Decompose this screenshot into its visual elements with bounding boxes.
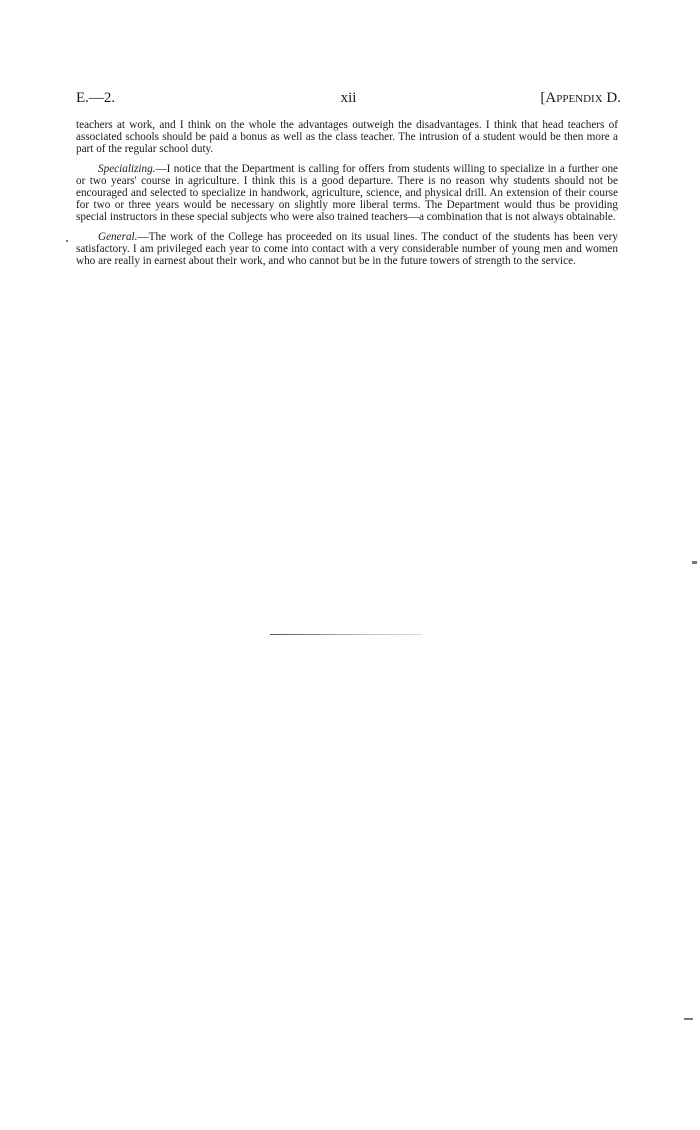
paragraph-text: teachers at work, and I think on the whole the advantages outweigh the disadvantages. I think that head teachers of associated schools should be paid a bonus as well as the class teacher. The intrusion of a student would be then more a part of the regular school duty.: [76, 119, 618, 155]
running-header: [76, 90, 621, 112]
paragraph-general: [76, 232, 618, 267]
header-document-code: E.—2.: [76, 90, 116, 106]
scan-mark: [66, 240, 68, 242]
paragraph-heading: Specializing.: [98, 163, 156, 176]
paragraph-specializing: [76, 164, 618, 223]
paragraph-heading: General.: [98, 231, 138, 244]
header-appendix-label: [Appendix D.: [540, 90, 621, 106]
body-text: [76, 120, 618, 277]
scan-mark: [692, 561, 697, 564]
paragraph-text: —I notice that the Department is calling for offers from students willing to specialize in a further one or two years' course in agriculture. I think this is a good departure. There is no reason why students should not be encouraged and selected to specialize in handwork, agriculture, science, and physical drill. An extension of their course for two or three years would be necessary on slightly more liberal terms. The Department would thus be providing special instructors in these special subjects who were also trained teachers—a combination that is not always obtainable.: [76, 163, 618, 223]
closing-rule: [270, 634, 422, 635]
scan-mark: [684, 1018, 693, 1020]
paragraph-continuation: [76, 120, 618, 155]
header-page-number: xii: [340, 90, 357, 106]
paragraph-text: —The work of the College has proceeded on its usual lines. The conduct of the students has been very satisfactory. I am privileged each year to come into contact with a very considerable number of young men and women who are really in earnest about their work, and who cannot but be in the future towers of strength to the service.: [76, 231, 618, 267]
